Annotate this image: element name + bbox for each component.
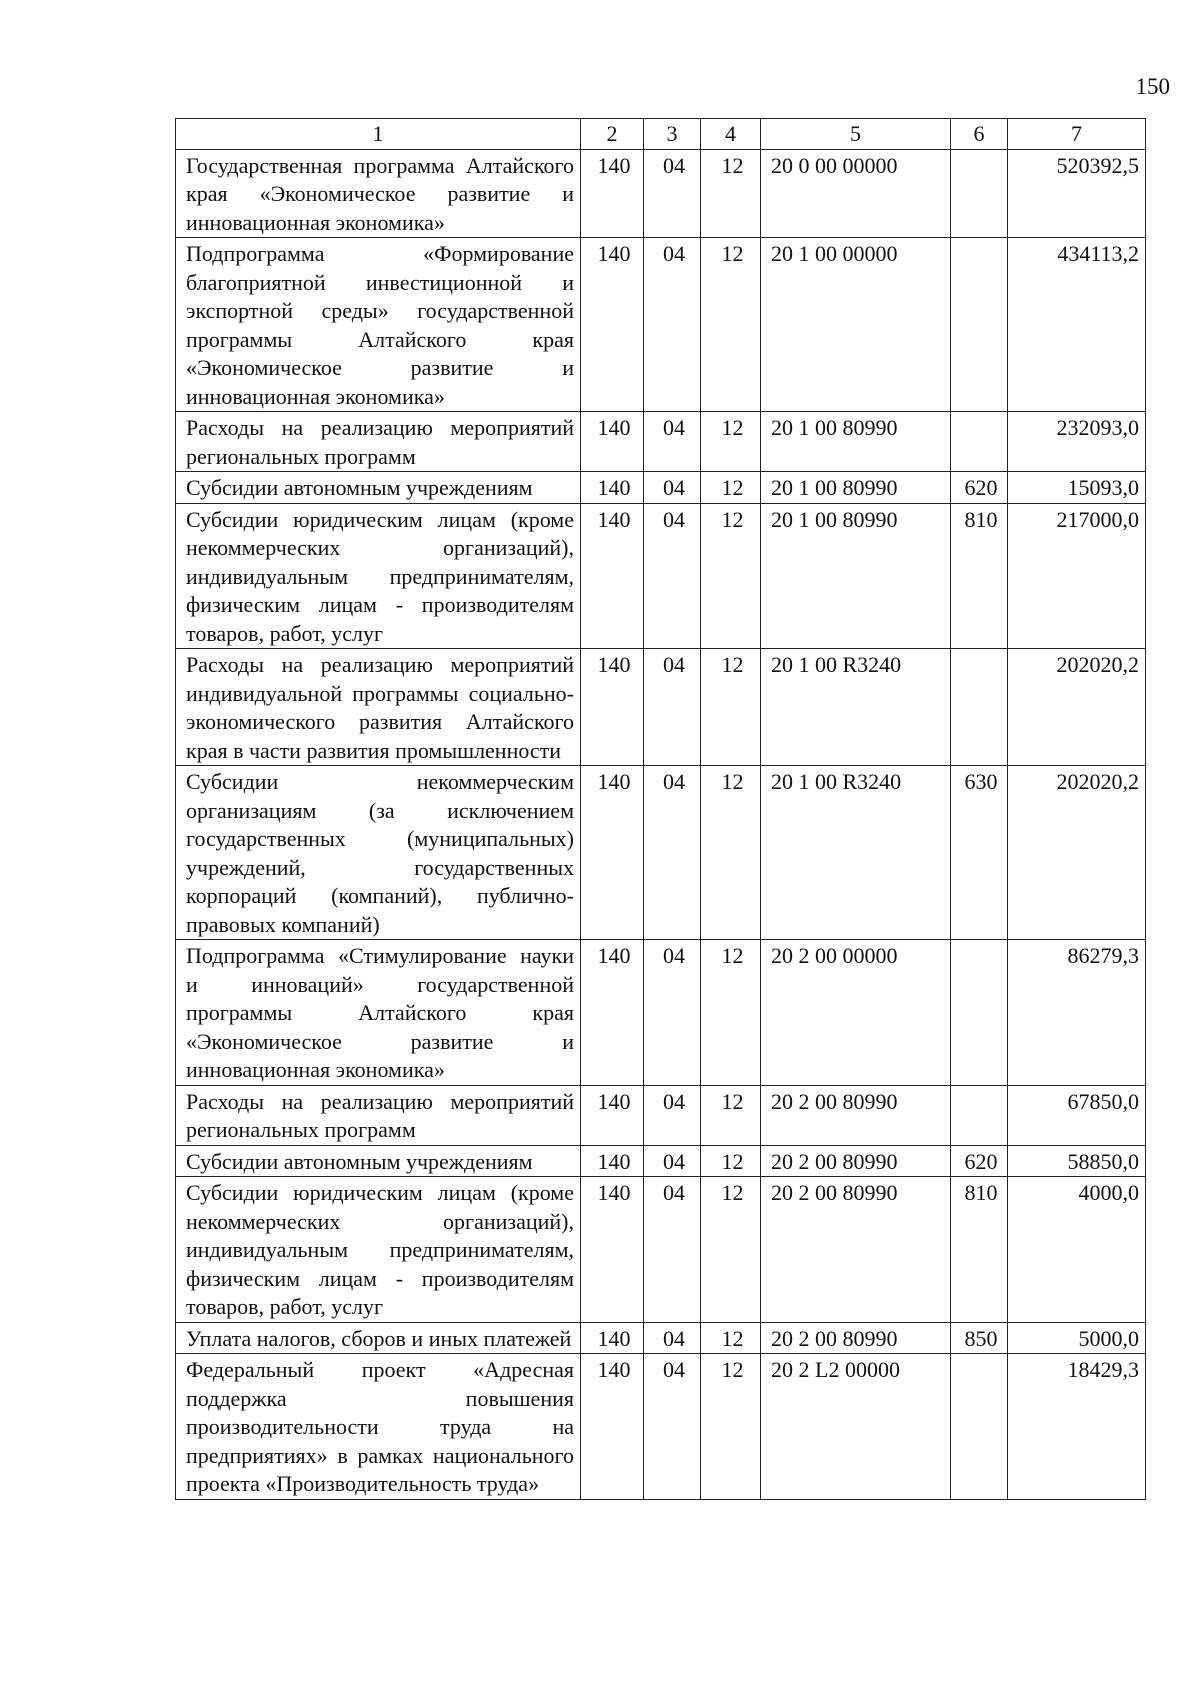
cell-target-article: 20 1 00 R3240	[761, 649, 951, 766]
cell-subsection: 12	[701, 766, 761, 940]
cell-expense-type: 810	[951, 503, 1008, 649]
table-row	[176, 766, 1146, 940]
page-number: 150	[1135, 74, 1170, 99]
table-row	[176, 149, 1146, 238]
cell-amount: 520392,5	[1008, 149, 1146, 238]
table-row	[176, 1322, 1146, 1354]
row-description: Субсидии некоммерческим организациям (за исключением государственных (муниципальных) учреждений, государственных корпораций (компаний), публично-правовых компаний)	[176, 766, 581, 940]
cell-amount: 58850,0	[1008, 1145, 1146, 1177]
cell-section: 04	[644, 1085, 701, 1145]
row-description: Субсидии автономным учреждениям	[176, 1145, 581, 1177]
cell-section: 04	[644, 1354, 701, 1500]
cell-subsection: 12	[701, 1085, 761, 1145]
cell-admin-code: 140	[581, 503, 644, 649]
cell-expense-type	[951, 149, 1008, 238]
cell-target-article: 20 1 00 80990	[761, 412, 951, 472]
column-header-5: 5	[761, 119, 951, 150]
row-description: Субсидии юридическим лицам (кроме некоммерческих организаций), индивидуальным предпринимателям, физическим лицам - производителям товаров, работ, услуг	[176, 1177, 581, 1323]
cell-admin-code: 140	[581, 1322, 644, 1354]
cell-admin-code: 140	[581, 238, 644, 412]
cell-subsection: 12	[701, 1145, 761, 1177]
cell-target-article: 20 2 00 00000	[761, 940, 951, 1086]
column-header-4: 4	[701, 119, 761, 150]
row-description: Уплата налогов, сборов и иных платежей	[176, 1322, 581, 1354]
cell-expense-type: 620	[951, 472, 1008, 504]
cell-target-article: 20 1 00 80990	[761, 472, 951, 504]
cell-subsection: 12	[701, 472, 761, 504]
table-row	[176, 1145, 1146, 1177]
cell-admin-code: 140	[581, 1085, 644, 1145]
column-header-2: 2	[581, 119, 644, 150]
table-row	[176, 472, 1146, 504]
cell-amount: 202020,2	[1008, 649, 1146, 766]
cell-section: 04	[644, 1322, 701, 1354]
row-description: Подпрограмма «Формирование благоприятной инвестиционной и экспортной среды» государственной программы Алтайского края «Экономическое развитие и инновационная экономика»	[176, 238, 581, 412]
column-header-3: 3	[644, 119, 701, 150]
cell-target-article: 20 2 00 80990	[761, 1322, 951, 1354]
cell-target-article: 20 2 00 80990	[761, 1085, 951, 1145]
cell-expense-type	[951, 412, 1008, 472]
cell-section: 04	[644, 503, 701, 649]
cell-admin-code: 140	[581, 149, 644, 238]
cell-amount: 86279,3	[1008, 940, 1146, 1086]
cell-admin-code: 140	[581, 1354, 644, 1500]
cell-expense-type: 850	[951, 1322, 1008, 1354]
cell-amount: 4000,0	[1008, 1177, 1146, 1323]
cell-expense-type	[951, 1354, 1008, 1500]
table-header-row	[176, 119, 1146, 150]
cell-section: 04	[644, 649, 701, 766]
cell-section: 04	[644, 472, 701, 504]
table-row	[176, 1354, 1146, 1500]
row-description: Государственная программа Алтайского края «Экономическое развитие и инновационная экономика»	[176, 149, 581, 238]
cell-target-article: 20 1 00 80990	[761, 503, 951, 649]
row-description: Расходы на реализацию мероприятий региональных программ	[176, 412, 581, 472]
cell-admin-code: 140	[581, 1177, 644, 1323]
cell-subsection: 12	[701, 412, 761, 472]
cell-expense-type: 810	[951, 1177, 1008, 1323]
table-row	[176, 649, 1146, 766]
cell-expense-type	[951, 1085, 1008, 1145]
row-description: Субсидии автономным учреждениям	[176, 472, 581, 504]
cell-section: 04	[644, 940, 701, 1086]
cell-admin-code: 140	[581, 1145, 644, 1177]
cell-amount: 217000,0	[1008, 503, 1146, 649]
cell-subsection: 12	[701, 503, 761, 649]
table-row	[176, 1085, 1146, 1145]
cell-subsection: 12	[701, 940, 761, 1086]
cell-admin-code: 140	[581, 940, 644, 1086]
cell-section: 04	[644, 149, 701, 238]
cell-amount: 67850,0	[1008, 1085, 1146, 1145]
row-description: Подпрограмма «Стимулирование науки и инноваций» государственной программы Алтайского края «Экономическое развитие и инновационная экономика»	[176, 940, 581, 1086]
cell-amount: 202020,2	[1008, 766, 1146, 940]
cell-section: 04	[644, 412, 701, 472]
cell-target-article: 20 1 00 00000	[761, 238, 951, 412]
cell-target-article: 20 1 00 R3240	[761, 766, 951, 940]
cell-amount: 434113,2	[1008, 238, 1146, 412]
cell-subsection: 12	[701, 149, 761, 238]
cell-subsection: 12	[701, 649, 761, 766]
cell-amount: 232093,0	[1008, 412, 1146, 472]
cell-admin-code: 140	[581, 472, 644, 504]
row-description: Федеральный проект «Адресная поддержка повышения производительности труда на предприятиях» в рамках национального проекта «Производительность труда»	[176, 1354, 581, 1500]
row-description: Расходы на реализацию мероприятий индивидуальной программы социально-экономического развития Алтайского края в части развития промышленности	[176, 649, 581, 766]
cell-expense-type	[951, 940, 1008, 1086]
cell-subsection: 12	[701, 238, 761, 412]
cell-expense-type: 630	[951, 766, 1008, 940]
cell-section: 04	[644, 1177, 701, 1323]
cell-target-article: 20 2 L2 00000	[761, 1354, 951, 1500]
cell-expense-type	[951, 649, 1008, 766]
row-description: Субсидии юридическим лицам (кроме некоммерческих организаций), индивидуальным предпринимателям, физическим лицам - производителям товаров, работ, услуг	[176, 503, 581, 649]
cell-section: 04	[644, 766, 701, 940]
table-row	[176, 238, 1146, 412]
cell-admin-code: 140	[581, 412, 644, 472]
table-row	[176, 940, 1146, 1086]
table-row	[176, 412, 1146, 472]
cell-amount: 15093,0	[1008, 472, 1146, 504]
cell-target-article: 20 0 00 00000	[761, 149, 951, 238]
cell-admin-code: 140	[581, 649, 644, 766]
table-row	[176, 503, 1146, 649]
budget-table	[175, 118, 1146, 1500]
column-header-7: 7	[1008, 119, 1146, 150]
cell-section: 04	[644, 238, 701, 412]
column-header-1: 1	[176, 119, 581, 150]
cell-expense-type	[951, 238, 1008, 412]
cell-amount: 5000,0	[1008, 1322, 1146, 1354]
row-description: Расходы на реализацию мероприятий региональных программ	[176, 1085, 581, 1145]
cell-subsection: 12	[701, 1354, 761, 1500]
cell-subsection: 12	[701, 1177, 761, 1323]
cell-admin-code: 140	[581, 766, 644, 940]
cell-amount: 18429,3	[1008, 1354, 1146, 1500]
table-row	[176, 1177, 1146, 1323]
cell-section: 04	[644, 1145, 701, 1177]
column-header-6: 6	[951, 119, 1008, 150]
cell-subsection: 12	[701, 1322, 761, 1354]
cell-target-article: 20 2 00 80990	[761, 1145, 951, 1177]
cell-expense-type: 620	[951, 1145, 1008, 1177]
cell-target-article: 20 2 00 80990	[761, 1177, 951, 1323]
